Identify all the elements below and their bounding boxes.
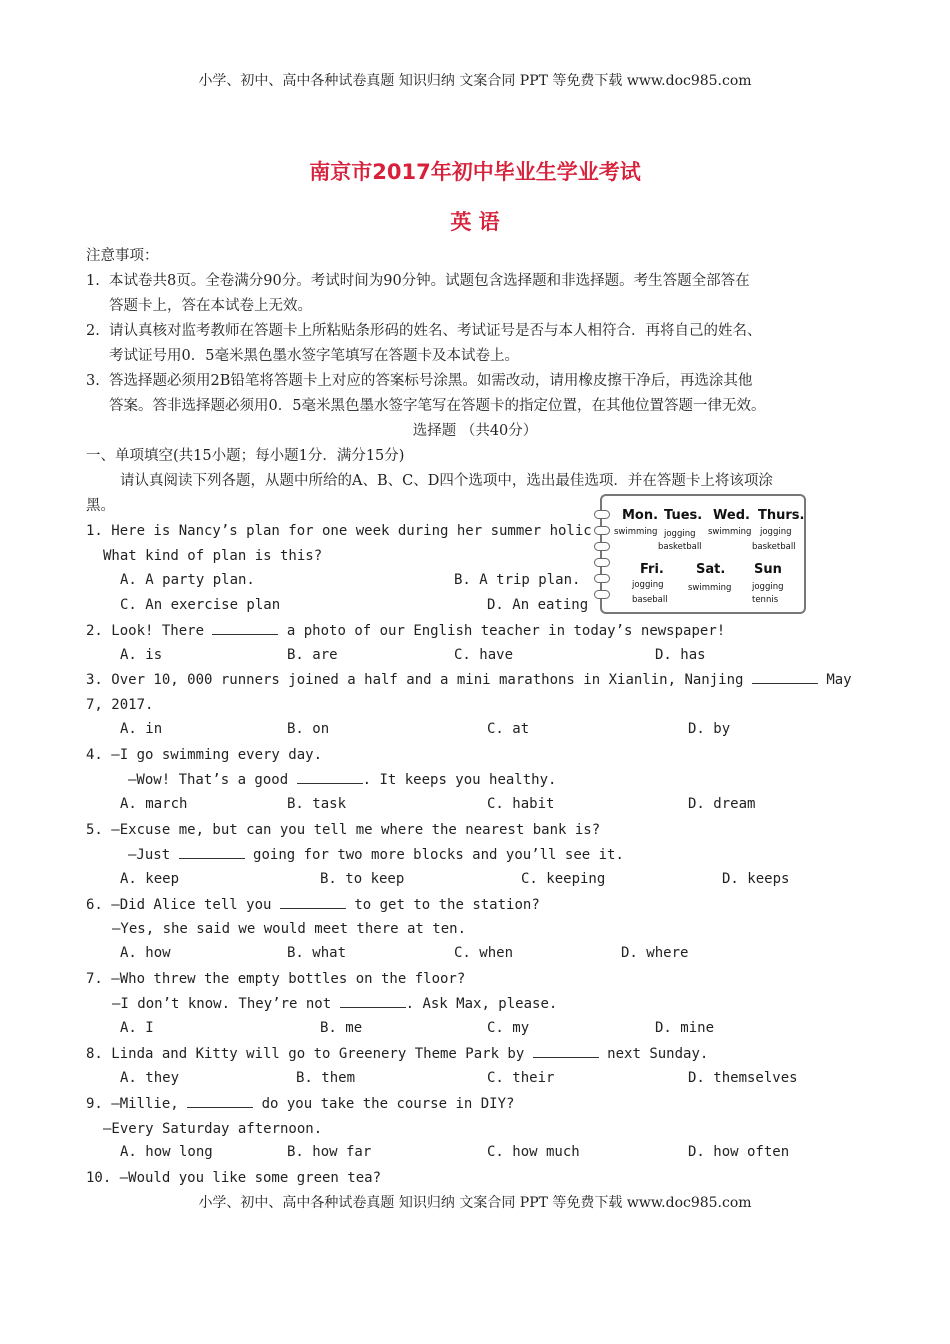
- notice-line: 2. 请认真核对监考教师在答题卡上所粘贴条形码的姓名、考试证号是否与本人相符合．再将自己的姓名、: [86, 323, 762, 339]
- stem-pre: —I don’t know. They’re not: [112, 996, 332, 1012]
- stem-post: May: [826, 672, 852, 688]
- notice-line: 答案。答非选择题必须用0．5毫米黑色墨水签字笔写在答题卡的指定位置，在其他位置答题一律无效。: [86, 398, 766, 414]
- question-3-stem: [86, 670, 852, 690]
- stem-pre: 9. —Millie,: [86, 1096, 179, 1112]
- stem-post: a photo of our English teacher in today’s newspaper!: [286, 623, 726, 639]
- question-2-stem: [86, 621, 725, 641]
- activity: swimming: [614, 527, 658, 537]
- stem-pre: —Just: [128, 847, 171, 863]
- activity: jogging: [664, 529, 696, 539]
- option-d: D. by: [688, 721, 731, 737]
- answer-blank: [187, 1095, 253, 1108]
- activity: swimming: [688, 583, 732, 593]
- part-instruction: 请认真阅读下列各题，从题中所给的A、B、C、D四个选项中，选出最佳选项．并在答题卡上将该项涂: [120, 473, 773, 489]
- page-footer: 小学、初中、高中各种试卷真题 知识归纳 文案合同 PPT 等免费下载 www.doc985.com: [198, 1195, 752, 1211]
- option-c: C. habit: [487, 796, 555, 812]
- option-a: A. how long: [120, 1144, 213, 1160]
- option-c: C. keeping: [521, 871, 606, 887]
- option-c: C. how much: [487, 1144, 580, 1160]
- weekly-plan-picture: [600, 494, 806, 614]
- option-c: C. when: [454, 945, 514, 961]
- question-6-reply: —Yes, she said we would meet there at ten.: [112, 921, 467, 937]
- option-b: B. on: [287, 721, 330, 737]
- answer-blank: [533, 1045, 599, 1058]
- answer-blank: [340, 995, 406, 1008]
- exam-title: 南京市2017年初中毕业生学业考试: [309, 160, 641, 184]
- option-a: A. A party plan.: [120, 572, 255, 588]
- question-5-reply: [128, 845, 624, 865]
- option-d: D. how often: [688, 1144, 790, 1160]
- part-instruction: 黑。: [86, 498, 115, 514]
- option-b: B. what: [287, 945, 347, 961]
- stem-pre: 8. Linda and Kitty will go to Greenery Theme Park by: [86, 1046, 525, 1062]
- option-a: A. they: [120, 1070, 180, 1086]
- activity: jogging: [752, 582, 784, 592]
- answer-blank: [752, 671, 818, 684]
- question-6-stem: [86, 895, 540, 915]
- stem-pre: 6. —Did Alice tell you: [86, 897, 272, 913]
- activity: jogging: [760, 527, 792, 537]
- day-thurs: Thurs.: [758, 508, 805, 523]
- option-d: D. An eating: [487, 597, 589, 613]
- option-c: C. their: [487, 1070, 555, 1086]
- question-1-prompt: What kind of plan is this?: [103, 548, 323, 564]
- question-8-stem: [86, 1044, 708, 1064]
- option-b: B. are: [287, 647, 338, 663]
- question-9-reply: —Every Saturday afternoon.: [103, 1121, 323, 1137]
- option-c: C. my: [487, 1020, 530, 1036]
- day-wed: Wed.: [713, 508, 750, 523]
- activity: jogging: [632, 580, 664, 590]
- notice-line: 答题卡上，答在本试卷上无效。: [86, 298, 313, 314]
- notice-line: 考试证号用0．5毫米黑色墨水签字笔填写在答题卡及本试卷上。: [86, 348, 519, 364]
- stem-pre: 2. Look! There: [86, 623, 205, 639]
- option-d: D. has: [655, 647, 706, 663]
- activity: basketball: [752, 542, 796, 552]
- question-4-stem: 4. —I go swimming every day.: [86, 747, 323, 763]
- stem-pre: 3. Over 10, 000 runners joined a half and a mini marathons in Xianlin, Nanjing: [86, 672, 744, 688]
- question-7-stem: 7. —Who threw the empty bottles on the floor?: [86, 971, 466, 987]
- subject-title: 英 语: [450, 210, 500, 234]
- stem-post: next Sunday.: [607, 1046, 709, 1062]
- question-10-stem: 10. —Would you like some green tea?: [86, 1170, 382, 1186]
- option-b: B. me: [320, 1020, 363, 1036]
- notice-heading: 注意事项：: [86, 248, 159, 264]
- option-b: B. task: [287, 796, 347, 812]
- option-b: B. A trip plan.: [454, 572, 581, 588]
- option-c: C. at: [487, 721, 530, 737]
- option-b: B. to keep: [320, 871, 405, 887]
- stem-post: . Ask Max, please.: [405, 996, 558, 1012]
- day-sun: Sun: [754, 562, 782, 577]
- option-d: D. keeps: [722, 871, 790, 887]
- option-a: A. how: [120, 945, 171, 961]
- option-a: A. in: [120, 721, 163, 737]
- option-d: D. where: [621, 945, 689, 961]
- option-c: C. An exercise plan: [120, 597, 281, 613]
- activity: basketball: [658, 542, 702, 552]
- activity: baseball: [632, 595, 668, 605]
- question-1-stem: 1. Here is Nancy’s plan for one week during her summer holic: [86, 523, 592, 539]
- option-a: A. march: [120, 796, 188, 812]
- option-a: A. I: [120, 1020, 154, 1036]
- answer-blank: [297, 771, 363, 784]
- day-mon: Mon.: [622, 508, 659, 523]
- answer-blank: [179, 846, 245, 859]
- day-tues: Tues.: [664, 508, 703, 523]
- option-b: B. how far: [287, 1144, 372, 1160]
- question-5-stem: 5. —Excuse me, but can you tell me where the nearest bank is?: [86, 822, 601, 838]
- stem-post: to get to the station?: [354, 897, 540, 913]
- part-heading: 一、单项填空(共15小题；每小题1分．满分15分): [86, 448, 405, 464]
- option-d: D. dream: [688, 796, 756, 812]
- activity: swimming: [708, 527, 752, 537]
- stem-pre: —Wow! That’s a good: [128, 772, 289, 788]
- question-7-reply: [112, 994, 557, 1014]
- day-sat: Sat.: [696, 562, 726, 577]
- activity: tennis: [752, 595, 779, 605]
- page-header: 小学、初中、高中各种试卷真题 知识归纳 文案合同 PPT 等免费下载 www.doc985.com: [198, 73, 752, 89]
- section-title: 选择题 （共40分）: [412, 423, 538, 439]
- notice-line: 1. 本试卷共8页。全卷满分90分。考试时间为90分钟。试题包含选择题和非选择题。考生答题全部答在: [86, 273, 750, 289]
- option-d: D. mine: [655, 1020, 715, 1036]
- option-b: B. them: [296, 1070, 356, 1086]
- stem-post: . It keeps you healthy.: [362, 772, 557, 788]
- option-a: A. keep: [120, 871, 180, 887]
- option-c: C. have: [454, 647, 514, 663]
- option-d: D. themselves: [688, 1070, 798, 1086]
- stem-post: going for two more blocks and you’ll see it.: [253, 847, 624, 863]
- answer-blank: [280, 896, 346, 909]
- question-4-reply: [128, 770, 556, 790]
- question-9-stem: [86, 1094, 514, 1114]
- option-a: A. is: [120, 647, 163, 663]
- answer-blank: [212, 622, 278, 635]
- stem-post: do you take the course in DIY?: [261, 1096, 515, 1112]
- question-3-cont: 7, 2017.: [86, 697, 154, 713]
- notice-line: 3. 答选择题必须用2B铅笔将答题卡上对应的答案标号涂黑。如需改动，请用橡皮擦干净后，再选涂其他: [86, 373, 753, 389]
- day-fri: Fri.: [640, 562, 664, 577]
